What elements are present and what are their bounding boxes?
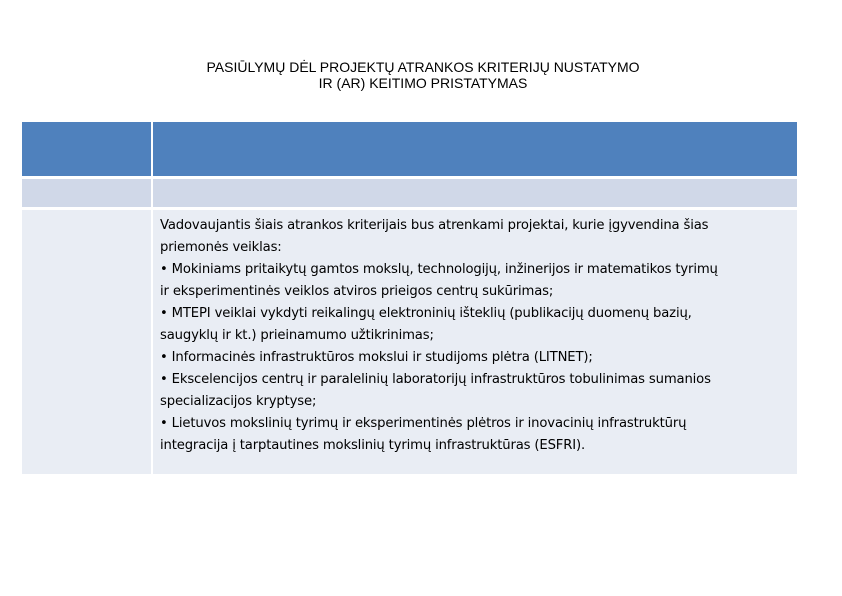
table-body-cell-left bbox=[22, 210, 151, 474]
body-line: integracija į tarptautines mokslinių tyrimų infrastruktūras (ESFRI). bbox=[160, 438, 586, 453]
page-title bbox=[0, 59, 842, 91]
criteria-table bbox=[22, 122, 797, 474]
body-line: • Informacinės infrastruktūros mokslui ir studijoms plėtra (LITNET); bbox=[160, 350, 593, 365]
body-line: ir eksperimentinės veiklos atviros prieigos centrų sukūrimas; bbox=[160, 284, 554, 299]
table-band-cell-left bbox=[22, 179, 151, 207]
body-line: Vadovaujantis šiais atrankos kriterijais bus atrenkami projektai, kurie įgyvendina šias bbox=[160, 218, 709, 233]
table-band-cell-right bbox=[153, 179, 797, 207]
table-header-cell-left bbox=[22, 122, 151, 176]
body-line: • Mokiniams pritaikytų gamtos mokslų, technologijų, inžinerijos ir matematikos tyrimų bbox=[160, 262, 718, 277]
body-line: specializacijos kryptyse; bbox=[160, 394, 317, 409]
body-line: • Lietuvos mokslinių tyrimų ir eksperimentinės plėtros ir inovacinių infrastruktūrų bbox=[160, 416, 687, 431]
body-line: • Ekscelencijos centrų ir paralelinių laboratorijų infrastruktūros tobulinimas sumanios bbox=[160, 372, 711, 387]
table-header-cell-right bbox=[153, 122, 797, 176]
table-body-cell-content bbox=[153, 210, 797, 474]
title-line-2: IR (AR) KEITIMO PRISTATYMAS bbox=[318, 75, 528, 91]
body-line: • MTEPI veiklai vykdyti reikalingų elektroninių išteklių (publikacijų duomenų bazių, bbox=[160, 306, 692, 321]
body-line: saugyklų ir kt.) prieinamumo užtikrinimas; bbox=[160, 328, 434, 343]
body-line: priemonės veiklas: bbox=[160, 240, 282, 255]
title-line-1: PASIŪLYMŲ DĖL PROJEKTŲ ATRANKOS KRITERIJŲ NUSTATYMO bbox=[206, 59, 640, 75]
